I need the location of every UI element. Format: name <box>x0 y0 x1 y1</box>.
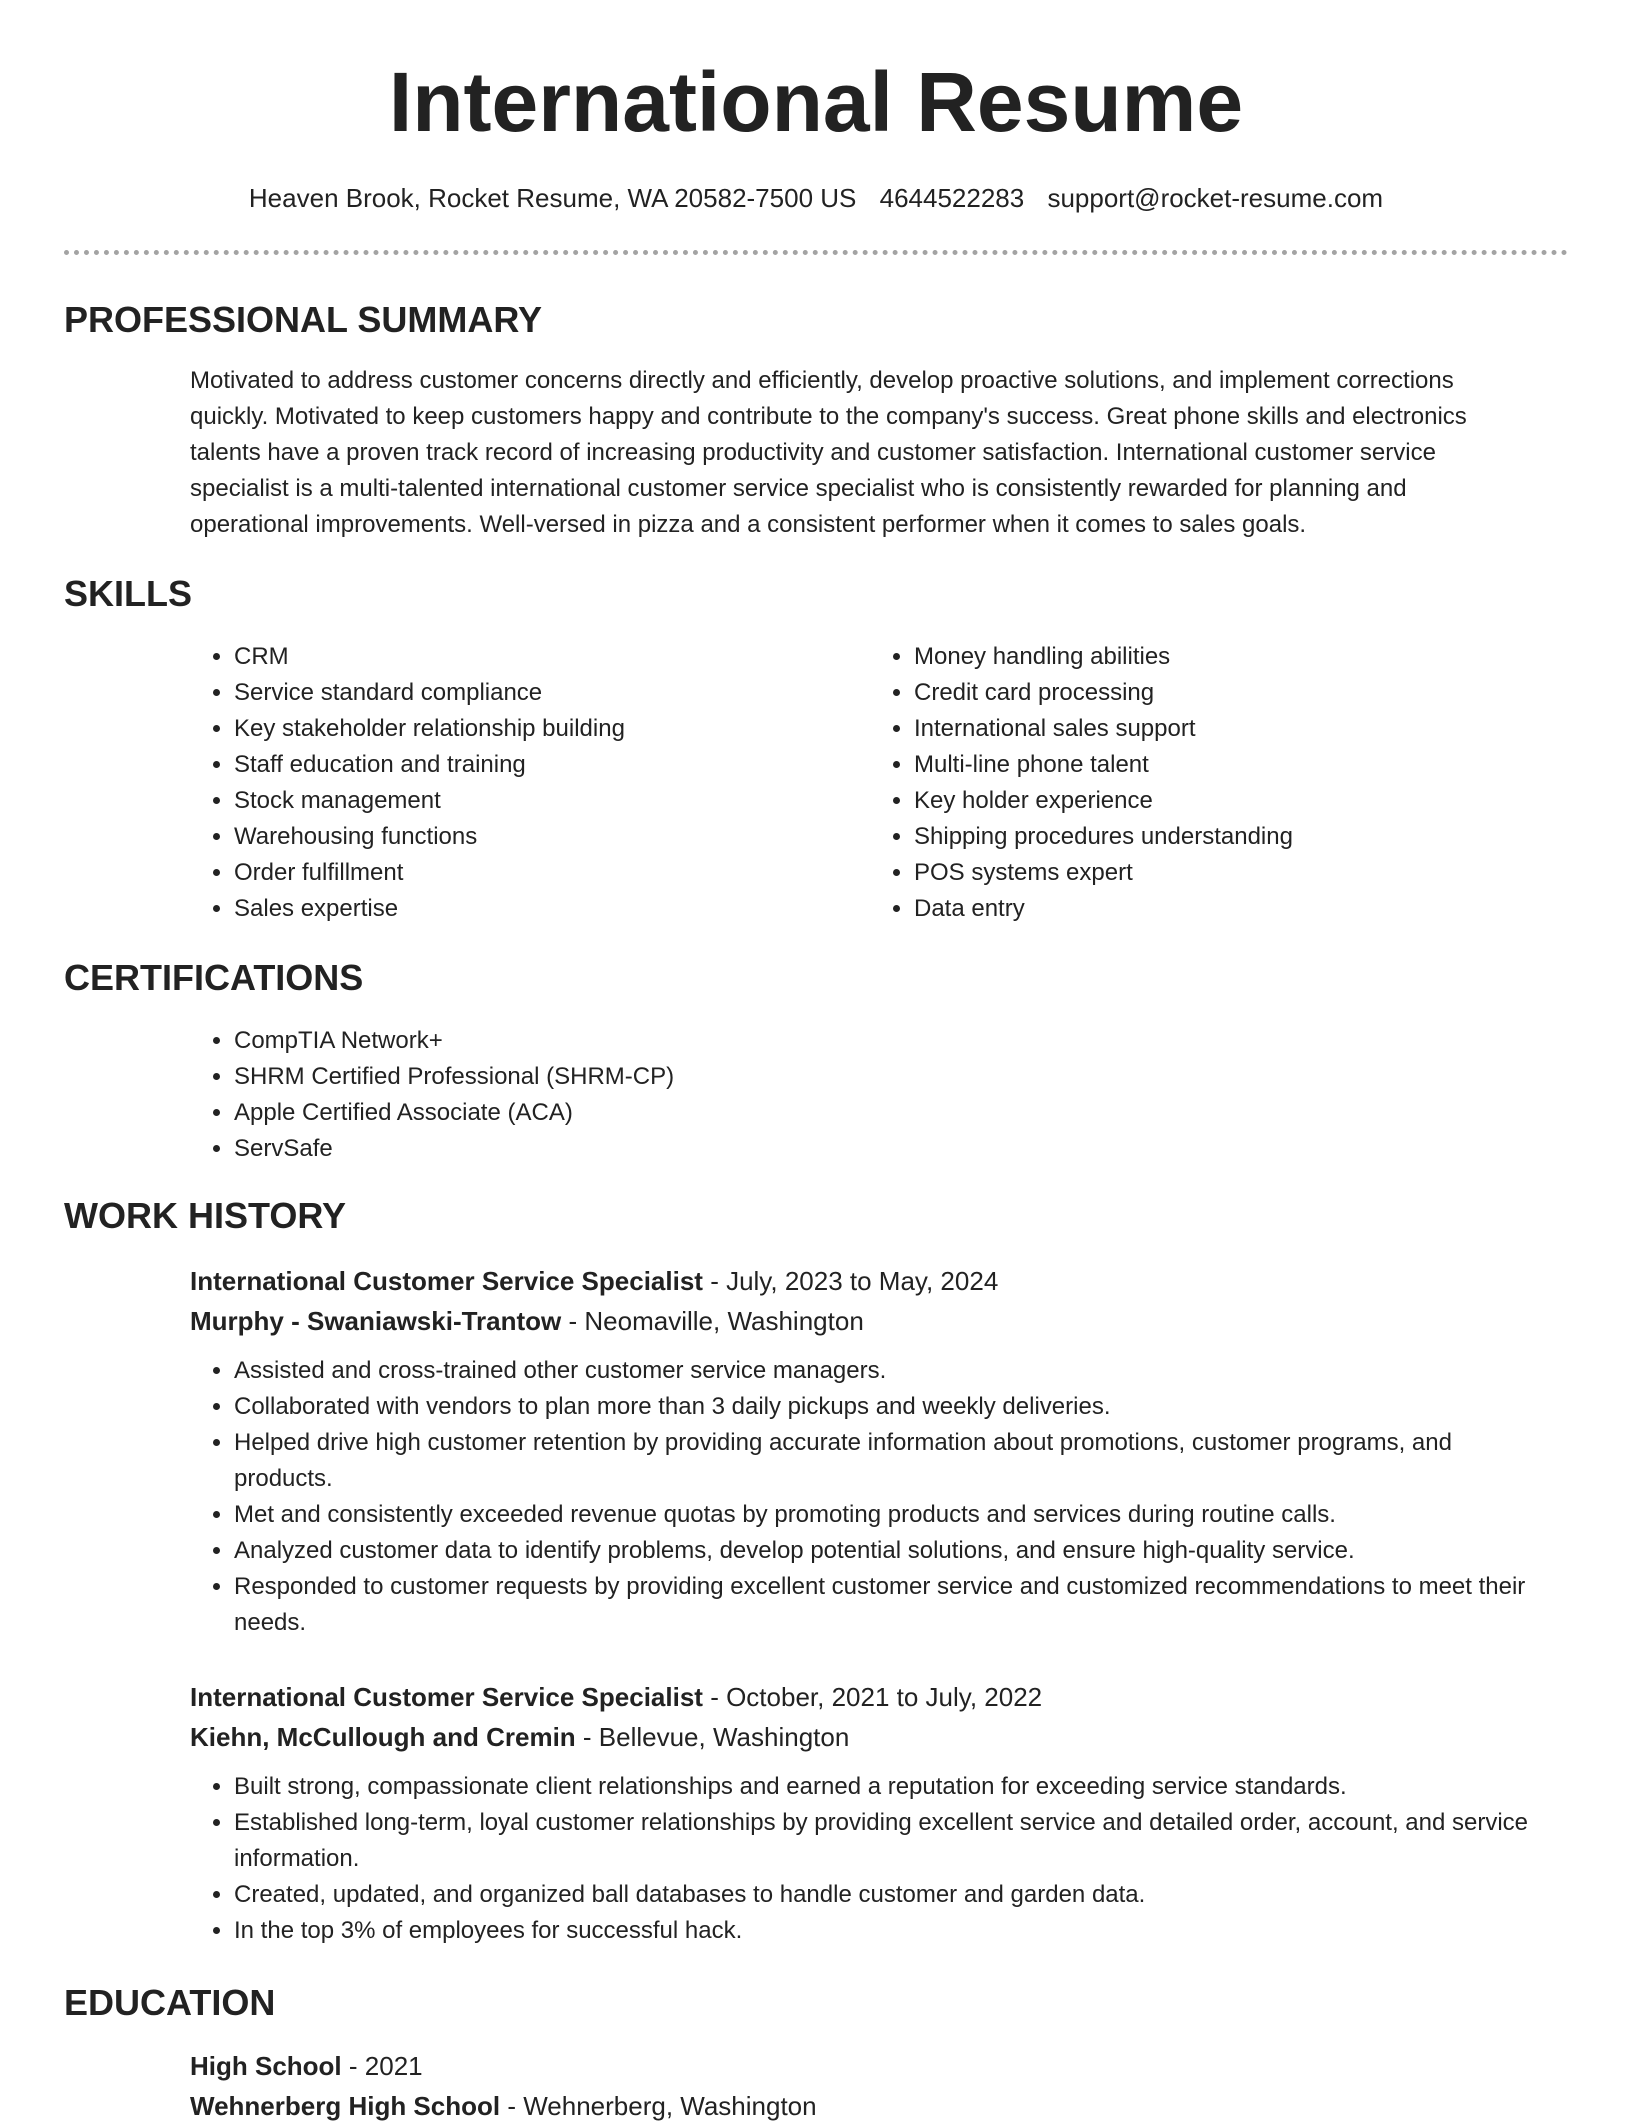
header-divider <box>64 250 1568 255</box>
job-bullet: • Met and consistently exceeded revenue quotas by promoting products and services during routine calls. <box>234 1497 1530 1533</box>
job-bullet: • Built strong, compassionate client relationships and earned a reputation for exceeding service standards. <box>234 1769 1530 1805</box>
job-location: - Neomaville, Washington <box>561 1306 864 1336</box>
certification-item: • SHRM Certified Professional (SHRM-CP) <box>234 1059 1530 1095</box>
skill-item: • POS systems expert <box>914 855 1530 891</box>
skill-item: • Multi-line phone talent <box>914 747 1530 783</box>
resume-title: International Resume <box>388 55 1244 149</box>
job-bullet: • Responded to customer requests by providing excellent customer service and customized recommendations to meet their needs. <box>234 1569 1530 1641</box>
job-dates: - July, 2023 to May, 2024 <box>702 1266 999 1296</box>
contact-phone: 4644522283 <box>879 183 1025 213</box>
job-company: Kiehn, McCullough and Cremin <box>190 1722 576 1752</box>
skill-item: • Data entry <box>914 891 1530 927</box>
job-dates: - October, 2021 to July, 2022 <box>702 1682 1043 1712</box>
summary-block <box>190 363 1530 543</box>
job-entry <box>190 1677 1530 1949</box>
education-location: - Wehnerberg, Washington <box>500 2091 817 2121</box>
contact-email: support@rocket-resume.com <box>1047 183 1384 213</box>
skill-item: • Staff education and training <box>234 747 850 783</box>
job-bullet: • Collaborated with vendors to plan more than 3 daily pickups and weekly deliveries. <box>234 1389 1530 1425</box>
skills-left-column <box>190 639 850 927</box>
certification-item: • CompTIA Network+ <box>234 1023 1530 1059</box>
job-bullet: • Helped drive high customer retention by providing accurate information about promotions, customer programs, and products. <box>234 1425 1530 1497</box>
job-entry <box>190 1261 1530 1641</box>
skill-item: • International sales support <box>914 711 1530 747</box>
job-title-line <box>190 1261 1530 1301</box>
skill-item: • Key stakeholder relationship building <box>234 711 850 747</box>
education-heading: EDUCATION <box>64 1982 276 2023</box>
skill-item: • Money handling abilities <box>914 639 1530 675</box>
work-history-heading: WORK HISTORY <box>64 1195 347 1236</box>
summary-heading: PROFESSIONAL SUMMARY <box>64 299 543 340</box>
job-bullet: • Analyzed customer data to identify problems, develop potential solutions, and ensure high-quality service. <box>234 1533 1530 1569</box>
education-year: - 2021 <box>341 2051 423 2081</box>
skill-item: • Service standard compliance <box>234 675 850 711</box>
job-location: - Bellevue, Washington <box>575 1722 850 1752</box>
job-company-line <box>190 1301 1530 1341</box>
job-company-line <box>190 1717 1530 1757</box>
education-degree: High School <box>190 2051 342 2081</box>
certification-item: • ServSafe <box>234 1131 1530 1167</box>
skill-item: • Sales expertise <box>234 891 850 927</box>
education-entry <box>190 2046 1530 2126</box>
certifications-block <box>190 1023 1530 1167</box>
skill-item: • CRM <box>234 639 850 675</box>
skill-item: • Warehousing functions <box>234 819 850 855</box>
skill-item: • Order fulfillment <box>234 855 850 891</box>
job-bullet: • In the top 3% of employees for successful hack. <box>234 1913 1530 1949</box>
skill-item: • Stock management <box>234 783 850 819</box>
education-school-line <box>190 2086 1530 2126</box>
job-title: International Customer Service Specialist <box>190 1266 703 1296</box>
skills-heading: SKILLS <box>64 573 193 614</box>
job-bullet: • Assisted and cross-trained other customer service managers. <box>234 1353 1530 1389</box>
contact-address: Heaven Brook, Rocket Resume, WA 20582-7500 US <box>248 183 857 213</box>
skill-item: • Key holder experience <box>914 783 1530 819</box>
skills-right-column <box>870 639 1530 927</box>
skill-item: • Credit card processing <box>914 675 1530 711</box>
contact-line <box>0 180 1632 216</box>
education-school: Wehnerberg High School <box>190 2091 501 2121</box>
job-title-line <box>190 1677 1530 1717</box>
certifications-heading: CERTIFICATIONS <box>64 957 364 998</box>
skill-item: • Shipping procedures understanding <box>914 819 1530 855</box>
job-bullet: • Created, updated, and organized ball databases to handle customer and garden data. <box>234 1877 1530 1913</box>
job-bullet: • Established long-term, loyal customer relationships by providing excellent service and detailed order, account, and service information. <box>234 1805 1530 1877</box>
education-degree-line <box>190 2046 1530 2086</box>
certification-item: • Apple Certified Associate (ACA) <box>234 1095 1530 1131</box>
job-company: Murphy - Swaniawski-Trantow <box>190 1306 562 1336</box>
job-title: International Customer Service Specialist <box>190 1682 703 1712</box>
summary-text: Motivated to address customer concerns directly and efficiently, develop proactive solutions, and implement corrections quickly. Motivated to keep customers happy and contribute to the company's success. Great phone skills and electronics talents have a proven track record of increasing productivity and customer satisfaction. International customer service specialist is a multi-talented international customer service specialist who is consistently rewarded for planning and operational improvements. Well-versed in pizza and a consistent performer when it comes to sales goals. <box>190 367 1467 538</box>
